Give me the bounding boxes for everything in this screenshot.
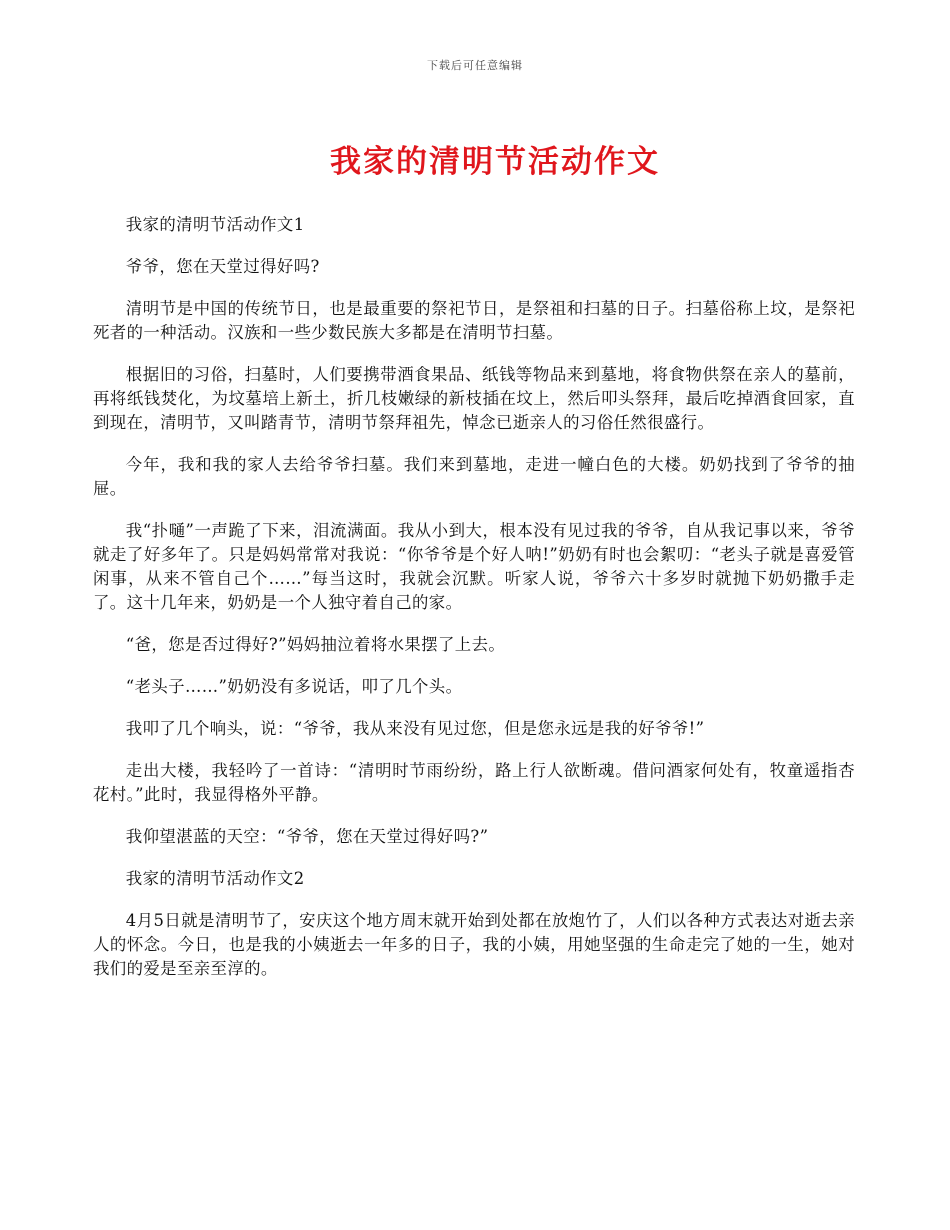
paragraph: 根据旧的习俗，扫墓时，人们要携带酒食果品、纸钱等物品来到墓地，将食物供祭在亲人的墓前，再将纸钱焚化，为坟墓培上新土，折几枝嫩绿的新枝插在坟上，然后叩头祭拜，最后吃掉酒食回家，直到现在，清明节，又叫踏青节，清明节祭拜祖先，悼念已逝亲人的习俗任然很盛行。 xyxy=(93,365,855,432)
paragraph: 清明节是中国的传统节日，也是最重要的祭祀节日，是祭祖和扫墓的日子。扫墓俗称上坟，是祭祀死者的一种活动。汉族和一些少数民族大多都是在清明节扫墓。 xyxy=(93,299,855,342)
paragraph: 今年，我和我的家人去给爷爷扫墓。我们来到墓地，走进一幢白色的大楼。奶奶找到了爷爷的抽屉。 xyxy=(93,455,855,498)
paragraph: 我“扑嗵”一声跪了下来，泪流满面。我从小到大，根本没有见过我的爷爷，自从我记事以来，爷爷就走了好多年了。只是妈妈常常对我说：“你爷爷是个好人呐!”奶奶有时也会絮叨：“老头子就是喜爱管闲事，从来不管自己个……”每当这时，我就会沉默。听家人说，爷爷六十多岁时就抛下奶奶撒手走了。这十几年来，奶奶是一个人独守着自己的家。 xyxy=(93,521,855,612)
paragraph-subheading-1: 我家的清明节活动作文1 xyxy=(125,215,305,234)
page-title: 我家的清明节活动作文 xyxy=(330,144,660,180)
article-body xyxy=(93,213,855,999)
paragraph: 我仰望湛蓝的天空：“爷爷，您在天堂过得好吗?” xyxy=(125,827,489,846)
paragraph: 爷爷，您在天堂过得好吗? xyxy=(125,257,320,276)
paragraph: 我叩了几个响头，说：“爷爷，我从来没有见过您，但是您永远是我的好爷爷!” xyxy=(125,719,705,738)
paragraph-subheading-2: 我家的清明节活动作文2 xyxy=(125,869,305,888)
paragraph: “老头子……”奶奶没有多说话，叩了几个头。 xyxy=(125,677,463,696)
paragraph: “爸，您是否过得好?”妈妈抽泣着将水果摆了上去。 xyxy=(125,635,506,654)
paragraph: 走出大楼，我轻吟了一首诗：“清明时节雨纷纷，路上行人欲断魂。借问酒家何处有，牧童遥指杏花村。”此时，我显得格外平静。 xyxy=(93,761,855,804)
paragraph: 4月5日就是清明节了，安庆这个地方周末就开始到处都在放炮竹了，人们以各种方式表达对逝去亲人的怀念。今日，也是我的小姨逝去一年多的日子，我的小姨，用她坚强的生命走完了她的一生，她对我们的爱是至亲至淳的。 xyxy=(93,911,855,978)
header-note: 下载后可任意编辑 xyxy=(427,59,523,72)
